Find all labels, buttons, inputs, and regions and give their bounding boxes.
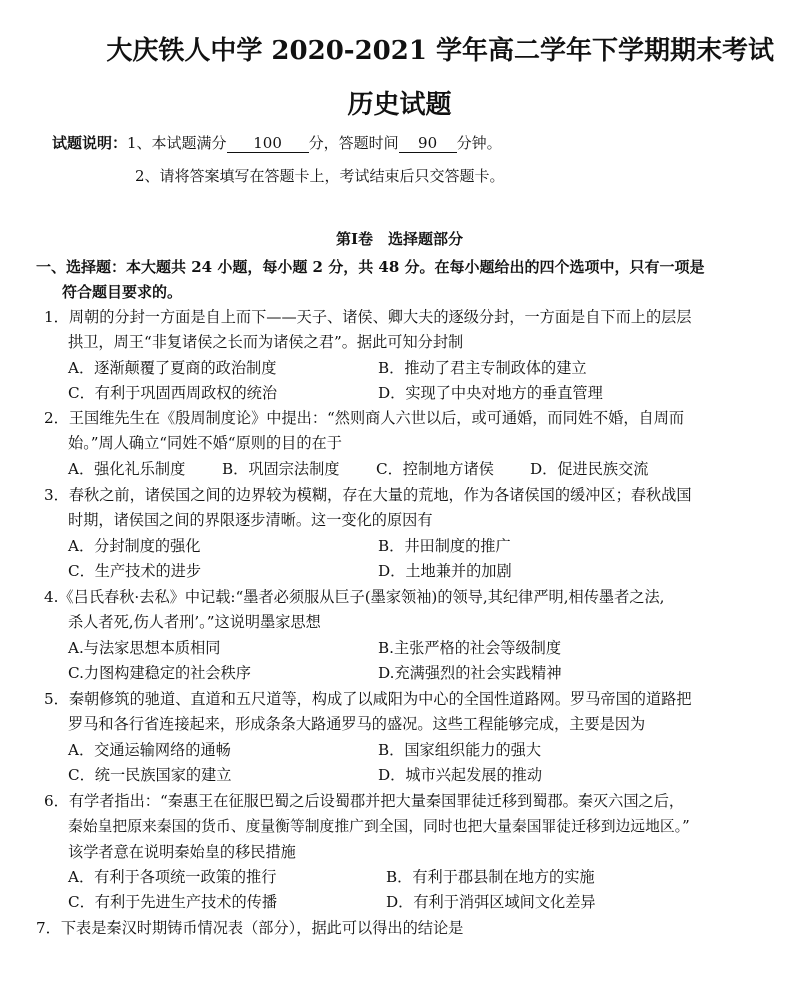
question-4-line-2: 杀人者死,伤人者刑’。”这说明墨家思想 bbox=[68, 613, 321, 631]
full-score-value: 100 bbox=[227, 135, 309, 153]
question-6-line-3: 该学者意在说明秦始皇的移民措施 bbox=[68, 843, 296, 861]
page-title: 大庆铁人中学 2020-2021 学年高二学年下学期期末考试 bbox=[106, 36, 774, 66]
question-3-option-b: B．井田制度的推广 bbox=[378, 537, 511, 555]
question-1-option-c: C．有利于巩固西周政权的统治 bbox=[68, 384, 278, 402]
question-4-option-b: B.主张严格的社会等级制度 bbox=[378, 639, 562, 657]
question-3-option-a: A．分封制度的强化 bbox=[68, 537, 201, 555]
question-4-option-c: C.力图构建稳定的社会秩序 bbox=[68, 664, 251, 682]
section-instructions-line-1: 一、选择题：本大题共 24 小题，每小题 2 分，共 48 分。在每小题给出的四个选项中，只有一项是 bbox=[36, 258, 705, 276]
question-4-line-1: 4.《吕氏春秋·去私》中记载:“墨者必须服从巨子(墨家领袖)的领导,其纪律严明,相传墨者之法, bbox=[44, 588, 665, 606]
question-3-option-c: C．生产技术的进步 bbox=[68, 562, 202, 580]
question-3-line-2: 时期，诸侯国之间的界限逐步清晰。这一变化的原因有 bbox=[68, 511, 433, 529]
question-7-line-1: 7．下表是秦汉时期铸币情况表（部分），据此可以得出的结论是 bbox=[36, 919, 464, 937]
question-6-option-b: B．有利于郡县制在地方的实施 bbox=[386, 868, 595, 886]
question-6-line-2: 秦始皇把原来秦国的货币、度量衡等制度推广到全国，同时也把大量秦国罪徒迁移到边远地区。” bbox=[68, 818, 690, 835]
exam-note-1 bbox=[52, 132, 502, 153]
note-1-mid: 分，答题时间 bbox=[308, 134, 399, 152]
question-3-option-d: D．土地兼并的加剧 bbox=[378, 562, 512, 580]
question-5-option-d: D．城市兴起发展的推动 bbox=[378, 766, 543, 784]
exam-note-2: 2、请将答案填写在答题卡上，考试结束后只交答题卡。 bbox=[135, 167, 505, 185]
question-2-option-d: D．促进民族交流 bbox=[530, 460, 649, 478]
section-title: 第Ⅰ卷 选择题部分 bbox=[335, 230, 464, 248]
note-1-suffix: 分钟。 bbox=[456, 134, 502, 152]
question-1-line-1: 1．周朝的分封一方面是自上而下——天子、诸侯、卿大夫的逐级分封，一方面是自下而上的层层 bbox=[44, 308, 692, 326]
note-label: 试题说明： bbox=[52, 134, 128, 152]
question-2-option-c: C．控制地方诸侯 bbox=[376, 460, 494, 478]
question-5-option-b: B．国家组织能力的强大 bbox=[378, 741, 542, 759]
note-1-prefix: 1、本试题满分 bbox=[127, 134, 227, 152]
question-5-option-c: C．统一民族国家的建立 bbox=[68, 766, 232, 784]
question-5-option-a: A．交通运输网络的通畅 bbox=[68, 741, 231, 759]
question-5-line-2: 罗马和各行省连接起来，形成条条大路通罗马的盛况。这些工程能够完成，主要是因为 bbox=[68, 715, 646, 733]
page-subtitle: 历史试题 bbox=[347, 90, 452, 120]
question-3-line-1: 3．春秋之前，诸侯国之间的边界较为模糊，存在大量的荒地，作为各诸侯国的缓冲区；春秋战国 bbox=[44, 486, 692, 504]
question-1-option-d: D．实现了中央对地方的垂直管理 bbox=[378, 384, 603, 402]
question-2-option-a: A．强化礼乐制度 bbox=[68, 460, 186, 478]
question-6-option-a: A．有利于各项统一政策的推行 bbox=[68, 868, 277, 886]
question-4-option-a: A.与法家思想本质相同 bbox=[68, 639, 221, 657]
question-2-line-2: 始。”周人确立“同姓不婚“原则的目的在于 bbox=[68, 434, 342, 452]
question-4-option-d: D.充满强烈的社会实践精神 bbox=[378, 664, 562, 682]
question-6-option-d: D．有利于消弭区域间文化差异 bbox=[386, 893, 596, 911]
question-1-option-a: A．逐渐颠覆了夏商的政治制度 bbox=[68, 359, 277, 377]
section-instructions-line-2: 符合题目要求的。 bbox=[62, 283, 183, 301]
question-1-line-2: 拱卫，周王“非复诸侯之长而为诸侯之君”。据此可知分封制 bbox=[68, 333, 464, 351]
question-6-line-1: 6．有学者指出：“秦惠王在征服巴蜀之后设蜀郡并把大量秦国罪徒迁移到蜀郡。秦灭六国之后， bbox=[44, 792, 685, 810]
question-2-option-b: B．巩固宗法制度 bbox=[222, 460, 340, 478]
question-5-line-1: 5．秦朝修筑的驰道、直道和五尺道等，构成了以咸阳为中心的全国性道路网。罗马帝国的道路把 bbox=[44, 690, 692, 708]
question-1-option-b: B．推动了君主专制政体的建立 bbox=[378, 359, 587, 377]
exam-time-value: 90 bbox=[399, 135, 457, 153]
question-2-line-1: 2．王国维先生在《殷周制度论》中提出：“然则商人六世以后，或可通婚，而同姓不婚，自周而 bbox=[44, 409, 685, 427]
question-6-option-c: C．有利于先进生产技术的传播 bbox=[68, 893, 278, 911]
